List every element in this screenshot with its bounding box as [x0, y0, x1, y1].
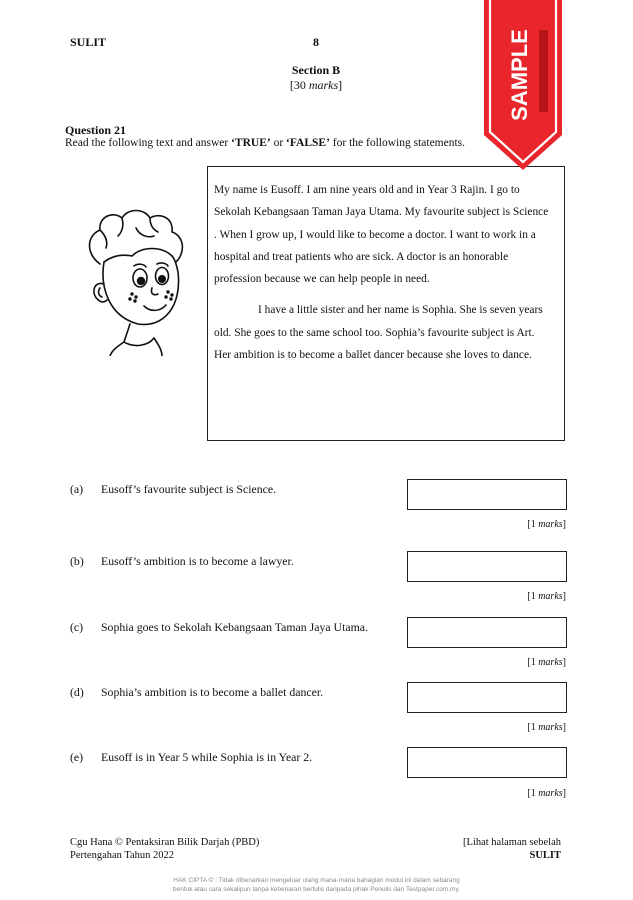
footer-right [400, 836, 561, 862]
copyright-line-1: HAK CIPTA © : Tidak dibenarkan mengeluar ulang mana-mana bahagian modul ini dalam sebarang [173, 877, 460, 884]
passage-paragraph-2: I have a little sister and her name is Sophia. She is seven years old. She goes to the same school too. Sophia’s favourite subject is Art. Her ambition is to become a ballet dancer because she loves to dance. [214, 304, 543, 362]
sample-ribbon [484, 0, 562, 170]
item-a-marks: [1 marks] [527, 519, 566, 530]
item-e-marks: [1 marks] [527, 788, 566, 799]
footer-term: Pertengahan Tahun 2022 [70, 850, 175, 861]
footer-next-page: [Lihat halaman sebelah [463, 837, 561, 848]
item-b-label: (b) [70, 554, 84, 568]
item-d-label: (d) [70, 685, 84, 699]
item-d-marks: [1 marks] [527, 722, 566, 733]
passage-paragraph-1: My name is Eusoff. I am nine years old and in Year 3 Rajin. I go to Sekolah Kebangsaan Taman Jaya Utama. My favourite subject is Science . When I grow up, I would like to become a doctor. I want to work in a hospital and treat patients who are sick. A doctor is an honorable profession because we can help people in need. [214, 184, 549, 286]
item-e-answer-box[interactable] [407, 747, 567, 778]
item-d-answer-box[interactable] [407, 682, 567, 713]
item-c-marks: [1 marks] [527, 657, 566, 668]
item-c-statement: Sophia goes to Sekolah Kebangsaan Taman Jaya Utama. [101, 620, 368, 634]
item-a-label: (a) [70, 482, 84, 496]
copyright-line-2: bentuk atau cara sekalipun tanpa kebenaran bertulis daripada pihak Penulis dan Testpaper.com.my. [172, 886, 461, 893]
question-instruction: Read the following text and answer ‘TRUE’ or ‘FALSE’ for the following statements. [65, 137, 466, 149]
item-e-statement: Eusoff is in Year 5 while Sophia is in Year 2. [101, 750, 313, 764]
copyright-notice [0, 876, 633, 894]
section-title: Section B [291, 63, 341, 77]
reading-passage [207, 166, 565, 441]
item-c-label: (c) [70, 620, 84, 634]
footer-sulit: SULIT [529, 850, 561, 861]
footer-left [70, 836, 259, 862]
header-sulit: SULIT [70, 35, 107, 49]
item-b-statement: Eusoff’s ambition is to become a lawyer. [101, 554, 294, 568]
item-d-statement: Sophia’s ambition is to become a ballet dancer. [101, 685, 324, 699]
item-b-marks: [1 marks] [527, 591, 566, 602]
item-a-answer-box[interactable] [407, 479, 567, 510]
sample-label: SAMPLE [507, 29, 532, 121]
section-heading [216, 63, 416, 93]
item-c-answer-box[interactable] [407, 617, 567, 648]
boy-illustration [78, 206, 190, 356]
section-marks: [30 marks] [289, 78, 343, 92]
footer-author: Cgu Hana © Pentaksiran Bilik Darjah (PBD) [70, 837, 260, 848]
item-b-answer-box[interactable] [407, 551, 567, 582]
page-number: 8 [313, 35, 319, 49]
item-e-label: (e) [70, 750, 84, 764]
item-a-statement: Eusoff’s favourite subject is Science. [101, 482, 277, 496]
question-number: Question 21 [65, 123, 127, 137]
